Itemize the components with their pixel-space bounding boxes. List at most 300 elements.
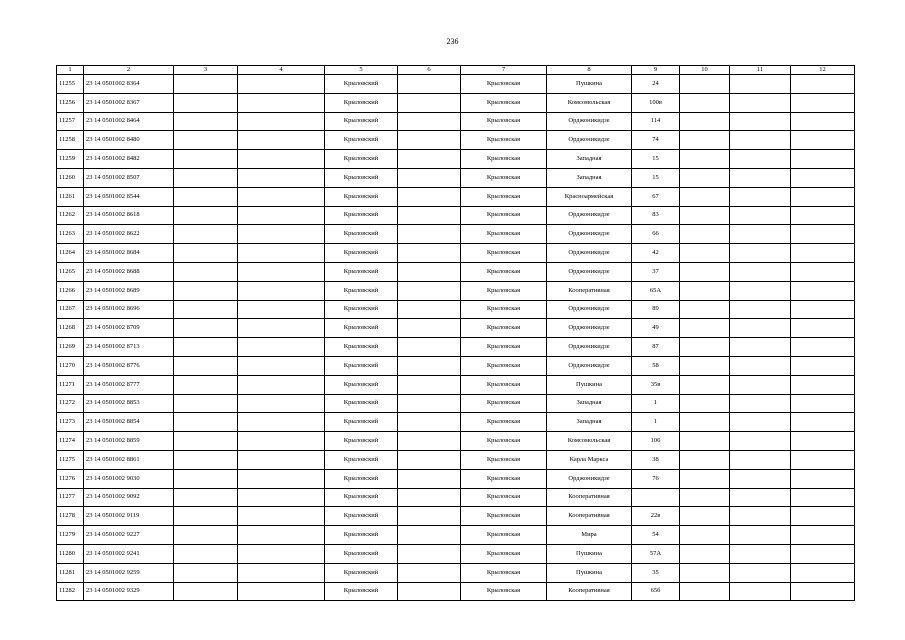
col-10-cell xyxy=(680,300,730,319)
street-cell: Красноармейская xyxy=(547,187,632,206)
col-4-cell xyxy=(238,413,325,432)
col-11-cell xyxy=(730,507,791,526)
col-4-cell xyxy=(238,450,325,469)
row-number-cell: 11278 xyxy=(57,507,84,526)
col-10-cell xyxy=(680,262,730,281)
col-10-cell xyxy=(680,526,730,545)
col-10-cell xyxy=(680,150,730,169)
col-4-cell xyxy=(238,131,325,150)
table-row xyxy=(57,150,855,169)
column-header-12: 12 xyxy=(791,66,855,75)
column-header-2: 2 xyxy=(84,66,174,75)
col-4-cell xyxy=(238,582,325,601)
settlement-cell: Крыловская xyxy=(461,413,547,432)
column-header-4: 4 xyxy=(238,66,325,75)
col-3-cell xyxy=(174,375,238,394)
col-11-cell xyxy=(730,262,791,281)
col-11-cell xyxy=(730,150,791,169)
col-4-cell xyxy=(238,338,325,357)
col-10-cell xyxy=(680,413,730,432)
street-cell: Орджоникидзе xyxy=(547,131,632,150)
settlement-cell: Крыловская xyxy=(461,507,547,526)
settlement-cell: Крыловская xyxy=(461,300,547,319)
col-3-cell xyxy=(174,168,238,187)
col-11-cell xyxy=(730,338,791,357)
district-cell: Крыловский xyxy=(325,187,398,206)
district-cell: Крыловский xyxy=(325,582,398,601)
col-6-cell xyxy=(398,338,461,357)
table-row xyxy=(57,413,855,432)
col-10-cell xyxy=(680,375,730,394)
col-12-cell xyxy=(791,507,855,526)
col-12-cell xyxy=(791,469,855,488)
settlement-cell: Крыловская xyxy=(461,225,547,244)
col-3-cell xyxy=(174,75,238,94)
table-row xyxy=(57,375,855,394)
col-4-cell xyxy=(238,356,325,375)
settlement-cell: Крыловская xyxy=(461,582,547,601)
table-row xyxy=(57,432,855,451)
cadastral-number-cell: 23 14 0501002 9119 xyxy=(84,507,174,526)
settlement-cell: Крыловская xyxy=(461,432,547,451)
street-cell: Орджоникидзе xyxy=(547,469,632,488)
street-cell: Пушкина xyxy=(547,75,632,94)
cadastral-number-cell: 23 14 0501002 8544 xyxy=(84,187,174,206)
col-12-cell xyxy=(791,319,855,338)
col-4-cell xyxy=(238,507,325,526)
settlement-cell: Крыловская xyxy=(461,526,547,545)
col-4-cell xyxy=(238,168,325,187)
col-3-cell xyxy=(174,507,238,526)
street-cell: Орджоникидзе xyxy=(547,338,632,357)
col-11-cell xyxy=(730,281,791,300)
row-number-cell: 11266 xyxy=(57,281,84,300)
house-number-cell: 65б xyxy=(632,582,680,601)
district-cell: Крыловский xyxy=(325,281,398,300)
col-11-cell xyxy=(730,187,791,206)
cadastral-number-cell: 23 14 0501002 9329 xyxy=(84,582,174,601)
district-cell: Крыловский xyxy=(325,526,398,545)
col-4-cell xyxy=(238,206,325,225)
col-11-cell xyxy=(730,112,791,131)
col-6-cell xyxy=(398,469,461,488)
col-11-cell xyxy=(730,582,791,601)
col-6-cell xyxy=(398,131,461,150)
settlement-cell: Крыловская xyxy=(461,262,547,281)
col-3-cell xyxy=(174,112,238,131)
col-12-cell xyxy=(791,244,855,263)
col-3-cell xyxy=(174,93,238,112)
house-number-cell: 42 xyxy=(632,244,680,263)
row-number-cell: 11256 xyxy=(57,93,84,112)
col-12-cell xyxy=(791,582,855,601)
row-number-cell: 11259 xyxy=(57,150,84,169)
street-cell: Карла Маркса xyxy=(547,450,632,469)
col-12-cell xyxy=(791,526,855,545)
house-number-cell: 15 xyxy=(632,150,680,169)
col-12-cell xyxy=(791,544,855,563)
district-cell: Крыловский xyxy=(325,262,398,281)
col-4-cell xyxy=(238,375,325,394)
col-10-cell xyxy=(680,319,730,338)
col-12-cell xyxy=(791,338,855,357)
settlement-cell: Крыловская xyxy=(461,150,547,169)
col-10-cell xyxy=(680,112,730,131)
column-header-3: 3 xyxy=(174,66,238,75)
col-12-cell xyxy=(791,413,855,432)
col-10-cell xyxy=(680,75,730,94)
column-header-1: 1 xyxy=(57,66,84,75)
table-row xyxy=(57,356,855,375)
street-cell: Орджоникидзе xyxy=(547,356,632,375)
col-11-cell xyxy=(730,526,791,545)
col-12-cell xyxy=(791,131,855,150)
col-6-cell xyxy=(398,225,461,244)
district-cell: Крыловский xyxy=(325,168,398,187)
col-4-cell xyxy=(238,281,325,300)
row-number-cell: 11272 xyxy=(57,394,84,413)
cadastral-number-cell: 23 14 0501002 8482 xyxy=(84,150,174,169)
col-6-cell xyxy=(398,150,461,169)
col-10-cell xyxy=(680,356,730,375)
street-cell: Орджоникидзе xyxy=(547,300,632,319)
cadastral-number-cell: 23 14 0501002 8618 xyxy=(84,206,174,225)
settlement-cell: Крыловская xyxy=(461,338,547,357)
house-number-cell: 100в xyxy=(632,93,680,112)
street-cell: Пушкина xyxy=(547,544,632,563)
street-cell: Орджоникидзе xyxy=(547,262,632,281)
col-10-cell xyxy=(680,563,730,582)
col-3-cell xyxy=(174,526,238,545)
col-4-cell xyxy=(238,225,325,244)
street-cell: Орджоникидзе xyxy=(547,225,632,244)
col-10-cell xyxy=(680,544,730,563)
col-12-cell xyxy=(791,187,855,206)
col-6-cell xyxy=(398,544,461,563)
col-4-cell xyxy=(238,469,325,488)
col-11-cell xyxy=(730,168,791,187)
cadastral-number-cell: 23 14 0501002 8777 xyxy=(84,375,174,394)
house-number-cell: 22в xyxy=(632,507,680,526)
row-number-cell: 11255 xyxy=(57,75,84,94)
column-header-8: 8 xyxy=(547,66,632,75)
district-cell: Крыловский xyxy=(325,450,398,469)
col-10-cell xyxy=(680,206,730,225)
street-cell: Кооперативная xyxy=(547,582,632,601)
col-6-cell xyxy=(398,375,461,394)
cadastral-number-cell: 23 14 0501002 8859 xyxy=(84,432,174,451)
col-12-cell xyxy=(791,93,855,112)
col-3-cell xyxy=(174,262,238,281)
settlement-cell: Крыловская xyxy=(461,112,547,131)
col-12-cell xyxy=(791,225,855,244)
settlement-cell: Крыловская xyxy=(461,356,547,375)
district-cell: Крыловский xyxy=(325,150,398,169)
col-3-cell xyxy=(174,300,238,319)
col-6-cell xyxy=(398,394,461,413)
settlement-cell: Крыловская xyxy=(461,75,547,94)
house-number-cell: 106 xyxy=(632,432,680,451)
cadastral-number-cell: 23 14 0501002 8622 xyxy=(84,225,174,244)
table-row xyxy=(57,75,855,94)
district-cell: Крыловский xyxy=(325,206,398,225)
settlement-cell: Крыловская xyxy=(461,394,547,413)
col-6-cell xyxy=(398,582,461,601)
district-cell: Крыловский xyxy=(325,75,398,94)
cadastral-number-cell: 23 14 0501002 8480 xyxy=(84,131,174,150)
district-cell: Крыловский xyxy=(325,432,398,451)
col-10-cell xyxy=(680,450,730,469)
cadastral-number-cell: 23 14 0501002 8861 xyxy=(84,450,174,469)
table-row xyxy=(57,112,855,131)
street-cell: Орджоникидзе xyxy=(547,112,632,131)
col-12-cell xyxy=(791,356,855,375)
row-number-cell: 11268 xyxy=(57,319,84,338)
col-4-cell xyxy=(238,93,325,112)
table-row xyxy=(57,168,855,187)
page-number: 236 xyxy=(446,37,459,46)
row-number-cell: 11260 xyxy=(57,168,84,187)
col-10-cell xyxy=(680,187,730,206)
col-4-cell xyxy=(238,262,325,281)
cadastral-number-cell: 23 14 0501002 8684 xyxy=(84,244,174,263)
col-10-cell xyxy=(680,244,730,263)
col-11-cell xyxy=(730,394,791,413)
cadastral-number-cell: 23 14 0501002 9092 xyxy=(84,488,174,507)
cadastral-register-table xyxy=(56,65,855,601)
table-row xyxy=(57,563,855,582)
col-11-cell xyxy=(730,75,791,94)
col-10-cell xyxy=(680,168,730,187)
row-number-cell: 11264 xyxy=(57,244,84,263)
table-row xyxy=(57,488,855,507)
col-11-cell xyxy=(730,356,791,375)
col-6-cell xyxy=(398,281,461,300)
district-cell: Крыловский xyxy=(325,507,398,526)
house-number-cell: 49 xyxy=(632,319,680,338)
cadastral-number-cell: 23 14 0501002 9241 xyxy=(84,544,174,563)
cadastral-number-cell: 23 14 0501002 8696 xyxy=(84,300,174,319)
col-12-cell xyxy=(791,150,855,169)
cadastral-number-cell: 23 14 0501002 8709 xyxy=(84,319,174,338)
house-number-cell: 87 xyxy=(632,338,680,357)
col-11-cell xyxy=(730,432,791,451)
col-12-cell xyxy=(791,432,855,451)
district-cell: Крыловский xyxy=(325,394,398,413)
row-number-cell: 11270 xyxy=(57,356,84,375)
row-number-cell: 11276 xyxy=(57,469,84,488)
cadastral-number-cell: 23 14 0501002 8688 xyxy=(84,262,174,281)
settlement-cell: Крыловская xyxy=(461,450,547,469)
col-3-cell xyxy=(174,338,238,357)
house-number-cell: 76 xyxy=(632,469,680,488)
col-11-cell xyxy=(730,563,791,582)
settlement-cell: Крыловская xyxy=(461,131,547,150)
house-number-cell: 114 xyxy=(632,112,680,131)
cadastral-number-cell: 23 14 0501002 8364 xyxy=(84,75,174,94)
col-4-cell xyxy=(238,300,325,319)
district-cell: Крыловский xyxy=(325,225,398,244)
col-6-cell xyxy=(398,112,461,131)
district-cell: Крыловский xyxy=(325,413,398,432)
street-cell: Комсомольская xyxy=(547,93,632,112)
col-11-cell xyxy=(730,206,791,225)
col-3-cell xyxy=(174,281,238,300)
col-3-cell xyxy=(174,150,238,169)
row-number-cell: 11273 xyxy=(57,413,84,432)
table-row xyxy=(57,582,855,601)
table-row xyxy=(57,300,855,319)
col-6-cell xyxy=(398,488,461,507)
street-cell: Пушкина xyxy=(547,375,632,394)
table-row xyxy=(57,225,855,244)
table-row xyxy=(57,244,855,263)
col-10-cell xyxy=(680,131,730,150)
col-6-cell xyxy=(398,187,461,206)
col-3-cell xyxy=(174,488,238,507)
row-number-cell: 11269 xyxy=(57,338,84,357)
row-number-cell: 11275 xyxy=(57,450,84,469)
table-row xyxy=(57,319,855,338)
settlement-cell: Крыловская xyxy=(461,206,547,225)
col-10-cell xyxy=(680,582,730,601)
row-number-cell: 11261 xyxy=(57,187,84,206)
col-6-cell xyxy=(398,262,461,281)
col-12-cell xyxy=(791,112,855,131)
table-row xyxy=(57,206,855,225)
district-cell: Крыловский xyxy=(325,469,398,488)
col-11-cell xyxy=(730,319,791,338)
col-3-cell xyxy=(174,319,238,338)
street-cell: Кооперативная xyxy=(547,281,632,300)
col-12-cell xyxy=(791,262,855,281)
col-12-cell xyxy=(791,375,855,394)
col-10-cell xyxy=(680,432,730,451)
house-number-cell: 83 xyxy=(632,206,680,225)
house-number-cell: 67 xyxy=(632,187,680,206)
table-row xyxy=(57,469,855,488)
settlement-cell: Крыловская xyxy=(461,319,547,338)
col-4-cell xyxy=(238,432,325,451)
district-cell: Крыловский xyxy=(325,112,398,131)
col-12-cell xyxy=(791,206,855,225)
col-10-cell xyxy=(680,488,730,507)
row-number-cell: 11271 xyxy=(57,375,84,394)
district-cell: Крыловский xyxy=(325,300,398,319)
col-11-cell xyxy=(730,244,791,263)
table-row xyxy=(57,93,855,112)
cadastral-number-cell: 23 14 0501002 8853 xyxy=(84,394,174,413)
col-11-cell xyxy=(730,450,791,469)
row-number-cell: 11279 xyxy=(57,526,84,545)
column-header-10: 10 xyxy=(680,66,730,75)
col-4-cell xyxy=(238,112,325,131)
cadastral-number-cell: 23 14 0501002 9259 xyxy=(84,563,174,582)
house-number-cell xyxy=(632,488,680,507)
col-10-cell xyxy=(680,225,730,244)
col-11-cell xyxy=(730,93,791,112)
street-cell: Западная xyxy=(547,394,632,413)
street-cell: Орджоникидзе xyxy=(547,319,632,338)
col-4-cell xyxy=(238,319,325,338)
col-3-cell xyxy=(174,131,238,150)
col-6-cell xyxy=(398,432,461,451)
settlement-cell: Крыловская xyxy=(461,544,547,563)
col-3-cell xyxy=(174,394,238,413)
cadastral-number-cell: 23 14 0501002 9227 xyxy=(84,526,174,545)
table-row xyxy=(57,187,855,206)
settlement-cell: Крыловская xyxy=(461,488,547,507)
house-number-cell: 37 xyxy=(632,262,680,281)
district-cell: Крыловский xyxy=(325,375,398,394)
col-12-cell xyxy=(791,563,855,582)
row-number-cell: 11267 xyxy=(57,300,84,319)
col-12-cell xyxy=(791,488,855,507)
settlement-cell: Крыловская xyxy=(461,469,547,488)
row-number-cell: 11263 xyxy=(57,225,84,244)
street-cell: Орджоникидзе xyxy=(547,244,632,263)
col-6-cell xyxy=(398,300,461,319)
col-11-cell xyxy=(730,131,791,150)
house-number-cell: 35в xyxy=(632,375,680,394)
settlement-cell: Крыловская xyxy=(461,244,547,263)
col-12-cell xyxy=(791,75,855,94)
col-6-cell xyxy=(398,206,461,225)
row-number-cell: 11257 xyxy=(57,112,84,131)
column-header-11: 11 xyxy=(730,66,791,75)
house-number-cell: 24 xyxy=(632,75,680,94)
col-10-cell xyxy=(680,469,730,488)
house-number-cell: 35 xyxy=(632,563,680,582)
settlement-cell: Крыловская xyxy=(461,375,547,394)
col-6-cell xyxy=(398,168,461,187)
street-cell: Мира xyxy=(547,526,632,545)
cadastral-number-cell: 23 14 0501002 8464 xyxy=(84,112,174,131)
house-number-cell: 38 xyxy=(632,450,680,469)
col-11-cell xyxy=(730,469,791,488)
col-12-cell xyxy=(791,300,855,319)
col-4-cell xyxy=(238,488,325,507)
row-number-cell: 11282 xyxy=(57,582,84,601)
col-4-cell xyxy=(238,526,325,545)
table-row xyxy=(57,544,855,563)
column-header-7: 7 xyxy=(461,66,547,75)
district-cell: Крыловский xyxy=(325,356,398,375)
col-10-cell xyxy=(680,338,730,357)
column-header-9: 9 xyxy=(632,66,680,75)
row-number-cell: 11281 xyxy=(57,563,84,582)
district-cell: Крыловский xyxy=(325,563,398,582)
cadastral-number-cell: 23 14 0501002 8713 xyxy=(84,338,174,357)
table-row xyxy=(57,450,855,469)
col-6-cell xyxy=(398,563,461,582)
col-3-cell xyxy=(174,225,238,244)
col-4-cell xyxy=(238,563,325,582)
col-10-cell xyxy=(680,281,730,300)
col-3-cell xyxy=(174,432,238,451)
cadastral-number-cell: 23 14 0501002 8689 xyxy=(84,281,174,300)
street-cell: Комсомольская xyxy=(547,432,632,451)
col-6-cell xyxy=(398,244,461,263)
col-3-cell xyxy=(174,563,238,582)
col-6-cell xyxy=(398,93,461,112)
col-3-cell xyxy=(174,544,238,563)
district-cell: Крыловский xyxy=(325,488,398,507)
col-3-cell xyxy=(174,469,238,488)
cadastral-number-cell: 23 14 0501002 8367 xyxy=(84,93,174,112)
row-number-cell: 11258 xyxy=(57,131,84,150)
district-cell: Крыловский xyxy=(325,319,398,338)
